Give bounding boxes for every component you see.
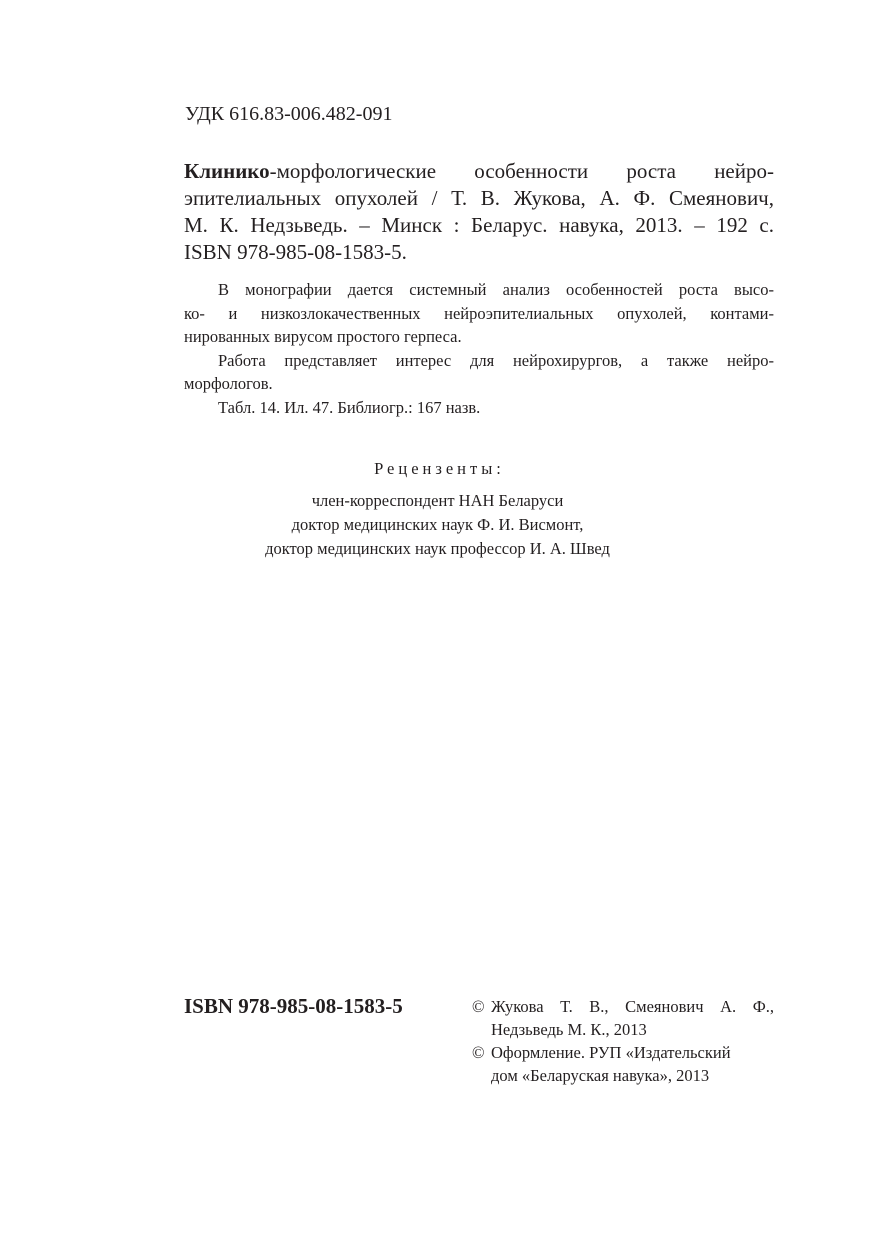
- reviewer-line: доктор медицинских наук профессор И. А. Швед: [265, 539, 610, 558]
- abstract-line: ко- и низкозлокачественных нейроэпителиальных опухолей, контами-: [184, 303, 774, 323]
- biblio-line-3: М. К. Недзьведь. – Минск : Беларус. навука, 2013. – 192 с.: [184, 213, 774, 237]
- copyright-text: Жукова Т. В., Смеянович А. Ф.,: [491, 997, 774, 1016]
- abstract: [184, 278, 774, 419]
- copyright-symbol: ©: [472, 997, 485, 1016]
- abstract-line: Работа представляет интерес для нейрохирургов, а также нейро-: [218, 350, 774, 370]
- reviewers-heading: Рецензенты:: [374, 459, 505, 478]
- biblio-line-2: эпителиальных опухолей / Т. В. Жукова, А. Ф. Смеянович,: [184, 186, 774, 210]
- abstract-line: Табл. 14. Ил. 47. Библиогр.: 167 назв.: [218, 397, 481, 417]
- copyright-line: Недзьведь М. К., 2013: [491, 1020, 647, 1039]
- biblio-line-1: [184, 158, 774, 185]
- copyright-line: [472, 1041, 774, 1064]
- copyright-symbol: ©: [472, 1043, 485, 1062]
- abstract-line: морфологов.: [184, 374, 273, 393]
- reviewers-list: [0, 489, 875, 561]
- isbn-footer: ISBN 978-985-08-1583-5: [184, 994, 403, 1018]
- abstract-line: В монографии дается системный анализ особенностей роста высо-: [218, 280, 774, 299]
- abstract-line: нированных вирусом простого герпеса.: [184, 327, 462, 346]
- reviewer-line: член-корреспондент НАН Беларуси: [311, 491, 564, 510]
- biblio-line-4: ISBN 978-985-08-1583-5.: [184, 240, 407, 264]
- copyright-line: дом «Беларуская навука», 2013: [491, 1066, 710, 1085]
- copyright-block: [472, 995, 774, 1087]
- reviewer-line: доктор медицинских наук Ф. И. Висмонт,: [291, 515, 584, 534]
- copyright-line: [472, 995, 774, 1018]
- title-bold-word: Клинико: [184, 159, 270, 183]
- udk-code: УДК 616.83-006.482-091: [185, 103, 393, 125]
- bibliographic-description: [184, 158, 774, 266]
- copyright-text: Оформление. РУП «Издательский: [491, 1043, 731, 1062]
- title-rest: -морфологические особенности роста нейро-: [269, 159, 774, 183]
